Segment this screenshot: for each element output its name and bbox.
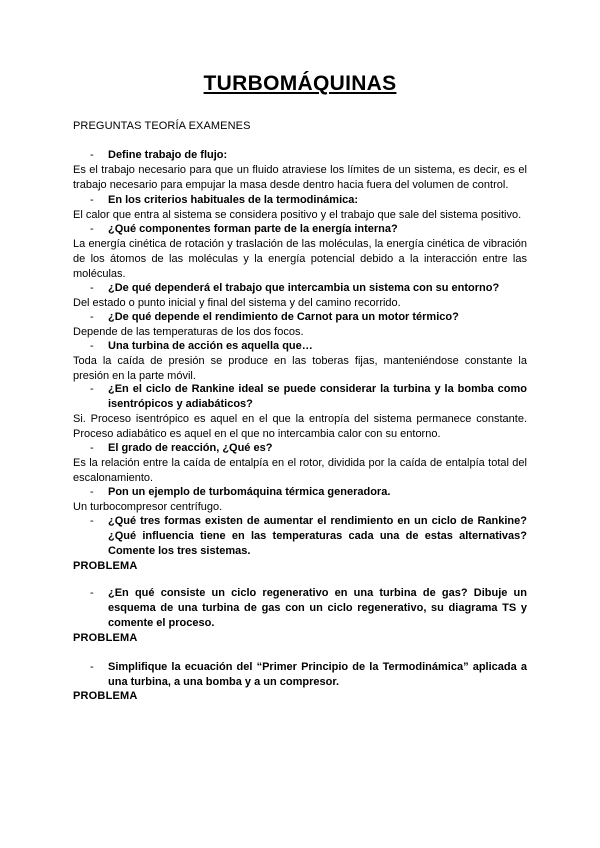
question <box>90 339 527 354</box>
question-text: ¿En el ciclo de Rankine ideal se puede considerar la turbina y la bomba como isentrópicos y adiabáticos? <box>108 383 527 410</box>
page-subtitle: PREGUNTAS TEORÍA EXAMENES <box>73 120 251 132</box>
problem-text: ¿En qué consiste un ciclo regenerativo en una turbina de gas? Dibuje un esquema de una turbina de gas con un ciclo regenerativo, su diagrama TS y comente el proceso. <box>108 587 527 629</box>
answer: Es la relación entre la caída de entalpía en el rotor, dividida por la caída de entalpía total del escalonamiento. <box>73 457 527 484</box>
question-text: Define trabajo de flujo: <box>108 149 228 161</box>
answer: Depende de las temperaturas de los dos focos. <box>73 326 304 338</box>
bullet-dash: - <box>90 282 94 294</box>
answer: Toda la caída de presión se produce en las toberas fijas, manteniéndose constante la presión en la parte móvil. <box>73 355 527 382</box>
problem-statement <box>90 660 527 690</box>
question <box>90 514 527 559</box>
question <box>90 441 527 456</box>
question-text: El grado de reacción, ¿Qué es? <box>108 442 273 454</box>
question <box>90 148 527 163</box>
problem-statement <box>90 586 527 631</box>
question-text: ¿De qué dependerá el trabajo que intercambia un sistema con su entorno? <box>108 282 500 294</box>
problem-label: PROBLEMA <box>73 560 138 572</box>
question-text: ¿De qué depende el rendimiento de Carnot para un motor térmico? <box>108 311 459 323</box>
bullet-dash: - <box>90 223 94 235</box>
page-title: TURBOMÁQUINAS <box>203 72 397 95</box>
question <box>90 222 527 237</box>
problem-label: PROBLEMA <box>73 632 138 644</box>
bullet-dash: - <box>90 194 94 206</box>
bullet-dash: - <box>90 486 94 498</box>
answer: Si. Proceso isentrópico es aquel en el que la entropía del sistema permanece constante. Proceso adiabático es aquel en el que no intercambia calor con su entorno. <box>73 413 527 440</box>
answer: La energía cinética de rotación y traslación de las moléculas, la energía cinética de vibración de los átomos de las moléculas y la energía potencial debido a la interacción entre las moléculas. <box>73 238 527 280</box>
problem-label: PROBLEMA <box>73 690 138 702</box>
answer: El calor que entra al sistema se considera positivo y el trabajo que sale del sistema positivo. <box>73 209 522 221</box>
question-text: ¿Qué componentes forman parte de la energía interna? <box>108 223 398 235</box>
question <box>90 281 527 296</box>
bullet-dash: - <box>90 442 94 454</box>
bullet-dash: - <box>90 311 94 323</box>
question-text: ¿Qué tres formas existen de aumentar el rendimiento en un ciclo de Rankine? ¿Qué influencia tiene en las temperaturas cada una de estas alternativas? Comente los tres sistemas. <box>108 515 527 557</box>
question <box>90 485 527 500</box>
answer: Es el trabajo necesario para que un fluido atraviese los límites de un sistema, es decir, es el trabajo necesario para empujar la masa desde dentro hacia fuera del volumen de control. <box>73 164 527 191</box>
bullet-dash: - <box>90 661 94 673</box>
problem-text: Simplifique la ecuación del “Primer Principio de la Termodinámica” aplicada a una turbina, a una bomba y a un compresor. <box>108 661 527 688</box>
answer: Un turbocompresor centrífugo. <box>73 501 223 513</box>
question <box>90 310 527 325</box>
question-text: En los criterios habituales de la termodinámica: <box>108 194 359 206</box>
bullet-dash: - <box>90 340 94 352</box>
bullet-dash: - <box>90 383 94 395</box>
question-text: Pon un ejemplo de turbomáquina térmica generadora. <box>108 486 391 498</box>
bullet-dash: - <box>90 587 94 599</box>
question <box>90 193 527 208</box>
question <box>90 382 527 412</box>
answer: Del estado o punto inicial y final del sistema y del camino recorrido. <box>73 297 401 309</box>
bullet-dash: - <box>90 149 94 161</box>
bullet-dash: - <box>90 515 94 527</box>
question-text: Una turbina de acción es aquella que… <box>108 340 313 352</box>
